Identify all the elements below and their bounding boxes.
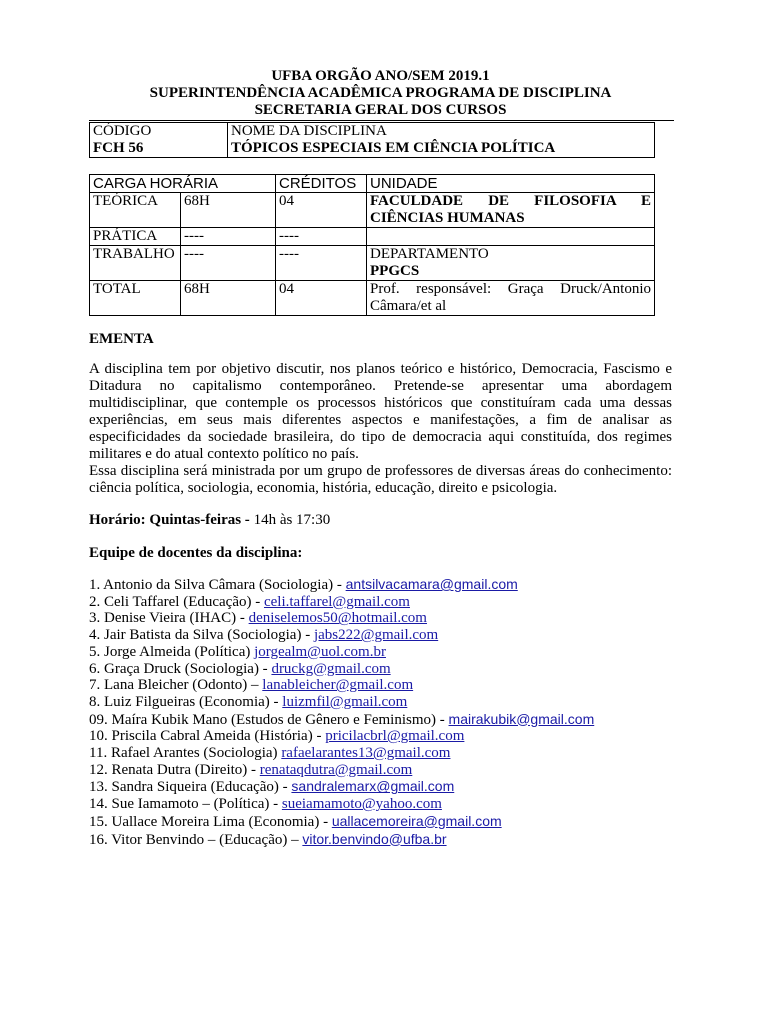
code-cell xyxy=(90,123,228,158)
docente-item xyxy=(89,576,594,594)
horario-value: 14h às 17:30 xyxy=(249,512,331,528)
docente-email-link[interactable]: mairakubik@gmail.com xyxy=(448,710,595,727)
docente-item xyxy=(89,627,594,644)
docente-email-link[interactable]: sandralemarx@gmail.com xyxy=(291,778,455,795)
docente-item xyxy=(89,813,594,831)
responsavel-cell: Prof. responsável: Graça Druck/Antonio Câmara/et al xyxy=(367,281,655,316)
code-label: CÓDIGO xyxy=(93,123,152,139)
course-name: TÓPICOS ESPECIAIS EM CIÊNCIA POLÍTICA xyxy=(231,140,556,156)
docente-name: 5. Jorge Almeida (Política) xyxy=(89,643,255,660)
trabalho-hours: ---- xyxy=(181,246,276,281)
docente-email-link[interactable]: renataqdutra@gmail.com xyxy=(259,761,413,778)
header-line-3: SECRETARIA GERAL DOS CURSOS xyxy=(254,102,507,118)
docente-email-link[interactable]: pricilacbrl@gmail.com xyxy=(325,728,465,745)
name-cell xyxy=(228,123,655,158)
trabalho-credits: ---- xyxy=(276,246,367,281)
docente-name: 4. Jair Batista da Silva (Sociologia) - xyxy=(89,627,314,644)
docente-item xyxy=(89,711,594,729)
docente-email-link[interactable]: jorgealm@uol.com.br xyxy=(254,643,386,660)
col-unidade: UNIDADE xyxy=(367,175,655,193)
docente-name: 2. Celi Taffarel (Educação) - xyxy=(89,593,264,610)
docente-email-link[interactable]: druckg@gmail.com xyxy=(271,660,391,677)
header-divider xyxy=(89,120,674,121)
teorica-hours: 68H xyxy=(181,193,276,228)
header-line-2: SUPERINTENDÊNCIA ACADÊMICA PROGRAMA DE DISCIPLINA xyxy=(149,85,612,101)
docente-item xyxy=(89,610,594,627)
ementa-paragraph-2: Essa disciplina será ministrada por um grupo de professores de diversas áreas do conhecimento: ciência política, sociologia, economia, história, educação, direito e psicologia. xyxy=(89,463,672,496)
workload-table xyxy=(89,174,655,316)
docente-item xyxy=(89,778,594,796)
docente-item xyxy=(89,831,594,849)
docente-name: 10. Priscila Cabral Ameida (História) - xyxy=(89,728,326,745)
horario-line xyxy=(89,512,330,529)
ementa-paragraph-1: A disciplina tem por objetivo discutir, nos planos teórico e histórico, Democracia, Fascismo e Ditadura no capitalismo contemporâneo. Pretende-se apresentar uma abordagem multidisciplinar, que contemple os processos históricos que constituíram cada uma dessas experiências, em seus mais diferentes aspectos e manifestações, a fim de analisar as especificidades da sociedade brasileira, do tipo de democracia aqui constituída, dos regimes militares e do atual contexto político no país. xyxy=(89,361,672,462)
docente-name: 13. Sandra Siqueira (Educação) - xyxy=(89,779,292,796)
ementa-title: EMENTA xyxy=(89,331,154,347)
unidade-value: FACULDADE DE FILOSOFIA E CIÊNCIAS HUMANAS xyxy=(367,193,655,228)
name-label: NOME DA DISCIPLINA xyxy=(231,123,387,139)
docente-item xyxy=(89,796,594,813)
docente-email-link[interactable]: sueiamamoto@yahoo.com xyxy=(281,796,442,813)
docente-email-link[interactable]: antsilvacamara@gmail.com xyxy=(345,576,518,592)
docente-email-link[interactable]: jabs222@gmail.com xyxy=(313,627,439,644)
docente-item xyxy=(89,594,594,611)
col-creditos: CRÉDITOS xyxy=(276,175,367,193)
document-header xyxy=(89,68,672,119)
docente-item xyxy=(89,694,594,711)
docente-email-link[interactable]: luizmfil@gmail.com xyxy=(282,693,408,710)
docente-item xyxy=(89,644,594,661)
docente-name: 8. Luiz Filgueiras (Economia) - xyxy=(89,693,283,710)
docentes-list xyxy=(89,576,594,848)
docente-name: 11. Rafael Arantes (Sociologia) xyxy=(89,745,282,762)
header-line-1: UFBA ORGÃO ANO/SEM 2019.1 xyxy=(271,68,490,84)
teorica-credits: 04 xyxy=(276,193,367,228)
docente-email-link[interactable]: celi.taffarel@gmail.com xyxy=(263,593,410,610)
course-code: FCH 56 xyxy=(93,140,144,156)
total-label: TOTAL xyxy=(90,281,181,316)
horario-label: Horário: Quintas-feiras - xyxy=(89,512,250,528)
course-table xyxy=(89,122,655,158)
departamento-value: PPGCS xyxy=(370,263,420,279)
docente-email-link[interactable]: deniselemos50@hotmail.com xyxy=(248,610,427,627)
docente-name: 12. Renata Dutra (Direito) - xyxy=(89,761,260,778)
docente-email-link[interactable]: lanableicher@gmail.com xyxy=(262,677,414,694)
docente-name: 1. Antonio da Silva Câmara (Sociologia) - xyxy=(89,577,346,593)
docente-name: 14. Sue Iamamoto – (Política) - xyxy=(89,796,282,813)
trabalho-label: TRABALHO xyxy=(90,246,181,281)
docente-name: 3. Denise Vieira (IHAC) - xyxy=(89,610,249,627)
ementa-body xyxy=(89,361,672,497)
pratica-label: PRÁTICA xyxy=(90,228,181,246)
docente-item xyxy=(89,677,594,694)
docente-email-link[interactable]: uallacemoreira@gmail.com xyxy=(331,812,502,829)
docente-name: 16. Vitor Benvindo – (Educação) – xyxy=(89,831,303,848)
docente-name: 7. Lana Bleicher (Odonto) – xyxy=(89,677,263,694)
docente-item xyxy=(89,745,594,762)
total-credits: 04 xyxy=(276,281,367,316)
docente-name: 6. Graça Druck (Sociologia) - xyxy=(89,660,272,677)
docente-item xyxy=(89,661,594,678)
pratica-hours: ---- xyxy=(181,228,276,246)
departamento-label: DEPARTAMENTO xyxy=(370,246,489,262)
docente-name: 09. Maíra Kubik Mano (Estudos de Gênero e Feminismo) - xyxy=(89,711,449,728)
docente-email-link[interactable]: rafaelarantes13@gmail.com xyxy=(281,745,451,762)
teorica-label: TEÓRICA xyxy=(90,193,181,228)
empty-cell xyxy=(367,228,655,246)
col-carga-horaria: CARGA HORÁRIA xyxy=(90,175,276,193)
departamento-cell xyxy=(367,246,655,281)
docente-name: 15. Uallace Moreira Lima (Economia) - xyxy=(89,813,332,830)
docente-email-link[interactable]: vitor.benvindo@ufba.br xyxy=(302,830,447,847)
equipe-title: Equipe de docentes da disciplina: xyxy=(89,545,303,561)
pratica-credits: ---- xyxy=(276,228,367,246)
total-hours: 68H xyxy=(181,281,276,316)
docente-item xyxy=(89,728,594,745)
docente-item xyxy=(89,762,594,779)
